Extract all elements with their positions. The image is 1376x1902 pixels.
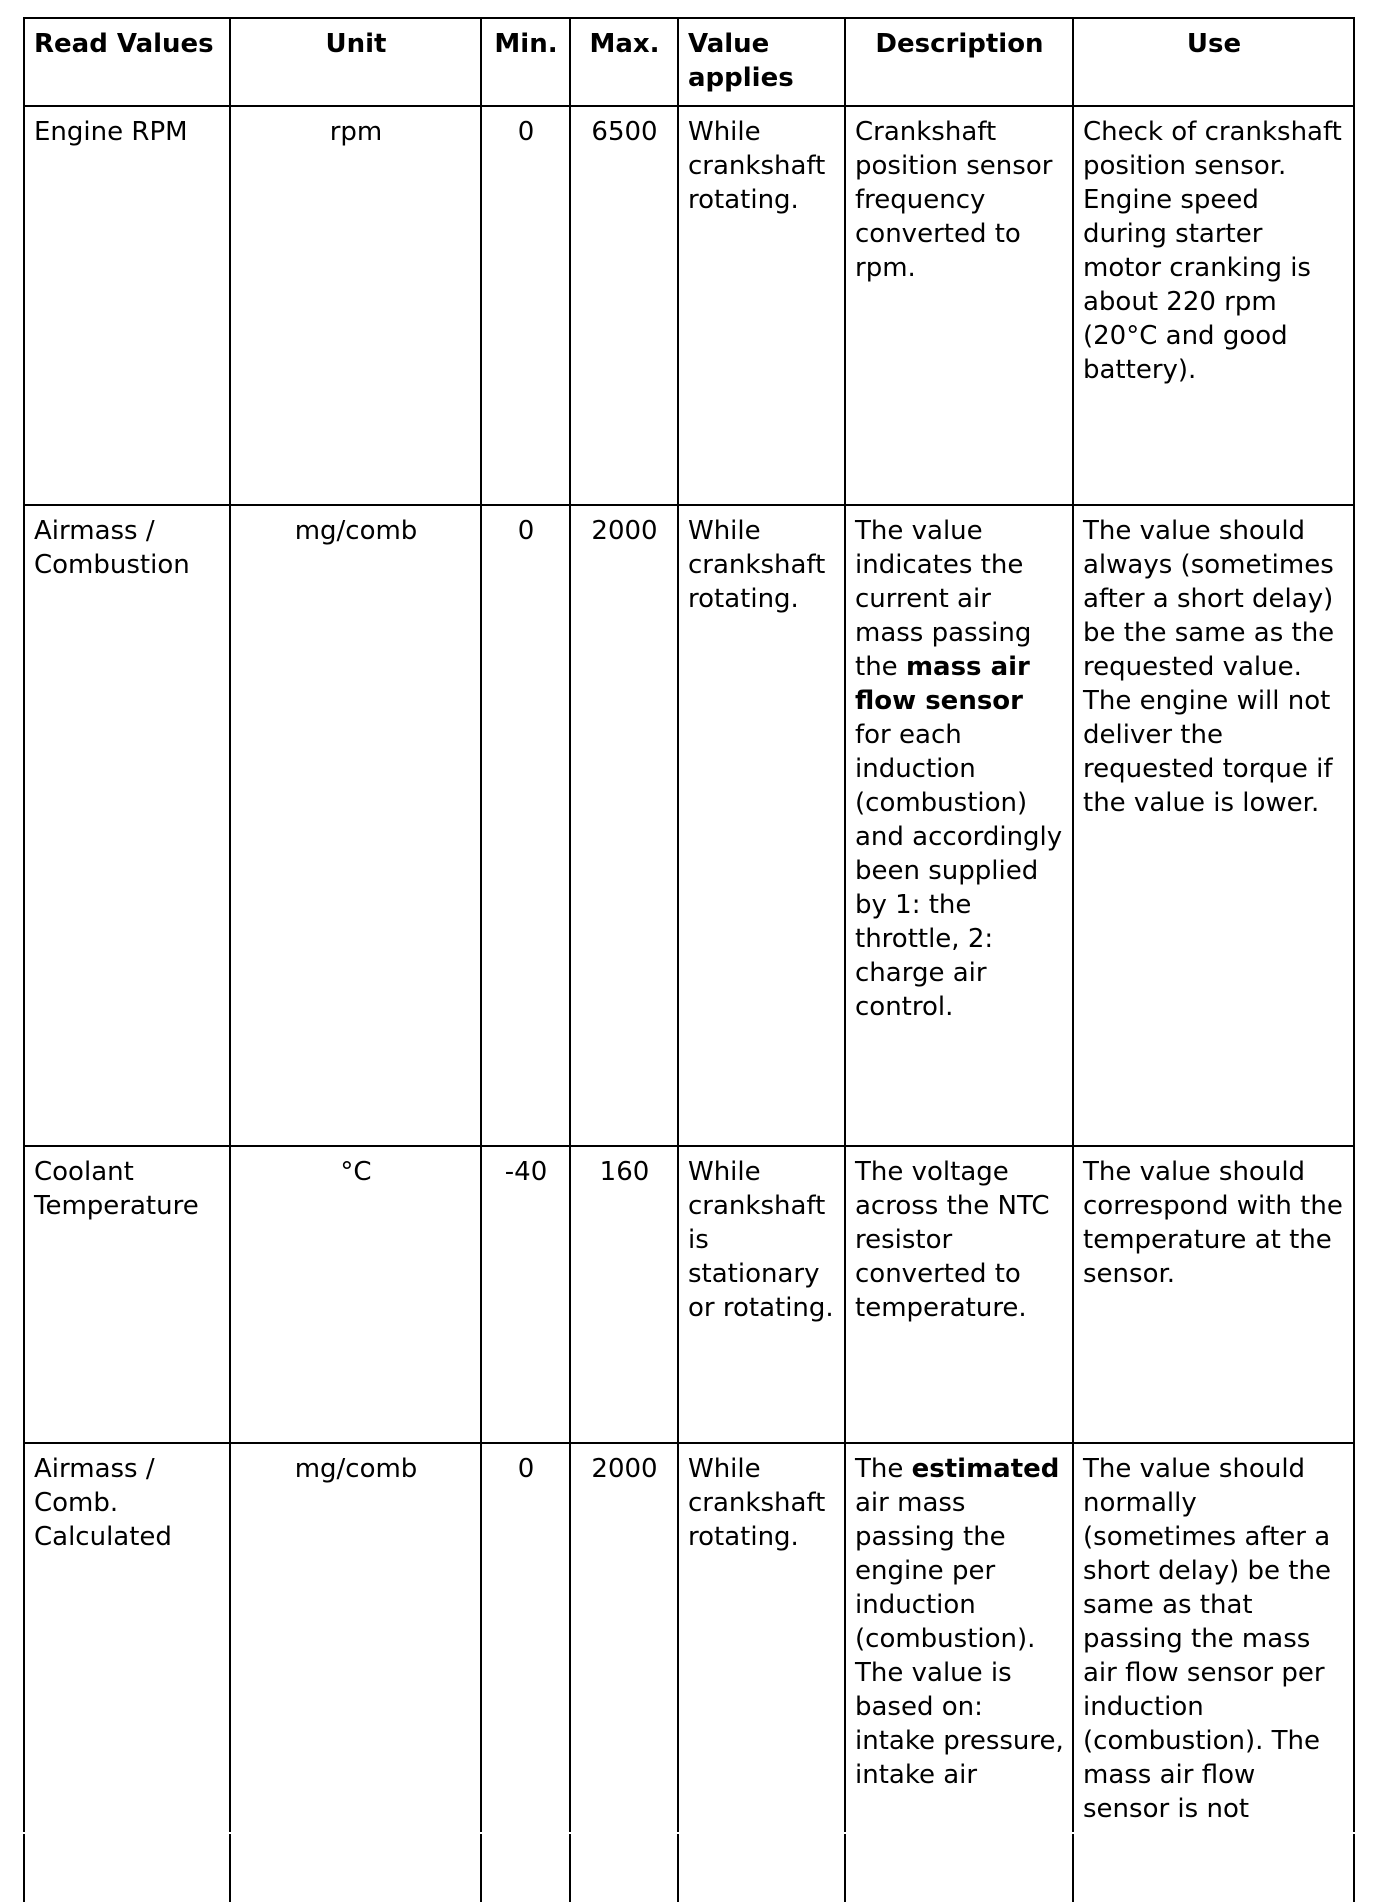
header-min: Min. [481, 18, 570, 106]
cell-value-applies: While crankshaft rotating. [678, 1443, 845, 1902]
header-use: Use [1073, 18, 1354, 106]
cell-description: Crankshaft position sensor frequency converted to rpm. [845, 106, 1073, 505]
cell-use: The value should always (sometimes after a short delay) be the same as the requested value. The engine will not deliver the requested torque if the value is lower. [1073, 505, 1354, 1146]
cell-min: -40 [481, 1146, 570, 1443]
cell-max: 6500 [570, 106, 678, 505]
cell-value-applies: While crankshaft rotating. [678, 106, 845, 505]
header-description: Description [845, 18, 1073, 106]
cell-max: 2000 [570, 1443, 678, 1902]
cell-use: Check of crankshaft position sensor. Engine speed during starter motor cranking is about 220 rpm (20°C and good battery). [1073, 106, 1354, 505]
cell-unit: °C [230, 1146, 481, 1443]
cell-min: 0 [481, 1443, 570, 1902]
description-text-pre: The value indicates the current air mass passing the [855, 516, 1032, 682]
header-read-values: Read Values [24, 18, 230, 106]
header-max: Max. [570, 18, 678, 106]
cell-unit: mg/comb [230, 1443, 481, 1902]
cell-unit: rpm [230, 106, 481, 505]
cell-value-applies: While crankshaft is stationary or rotating. [678, 1146, 845, 1443]
cell-use: The value should normally (sometimes after a short delay) be the same as that passing the mass air flow sensor per induction (combustion). The mass air flow sensor is not [1073, 1443, 1354, 1902]
cell-max: 160 [570, 1146, 678, 1443]
description-text-post: for each induction (combustion) and accordingly been supplied by 1: the throttle, 2: charge air control. [855, 720, 1063, 1022]
table-row [24, 106, 1354, 505]
header-row [24, 18, 1354, 106]
table-row [24, 1146, 1354, 1443]
header-unit: Unit [230, 18, 481, 106]
description-text-pre: The [855, 1454, 904, 1484]
description-text-bold: estimated [911, 1454, 1060, 1484]
cell-min: 0 [481, 106, 570, 505]
cell-unit: mg/comb [230, 505, 481, 1146]
table-row [24, 505, 1354, 1146]
cell-read-value: Coolant Temperature [24, 1146, 230, 1443]
description-text-post: air mass passing the engine per induction (combustion). The value is based on: intake pressure, intake air [855, 1488, 1064, 1790]
header-value-applies: Value applies [678, 18, 845, 106]
cell-description: The voltage across the NTC resistor converted to temperature. [845, 1146, 1073, 1443]
cell-value-applies: While crankshaft rotating. [678, 505, 845, 1146]
cell-description [845, 505, 1073, 1146]
description-text-bold: mass air flow sensor [855, 652, 1030, 716]
cell-min: 0 [481, 505, 570, 1146]
cell-max: 2000 [570, 505, 678, 1146]
read-values-table [23, 17, 1355, 1902]
cell-read-value: Airmass / Combustion [24, 505, 230, 1146]
cell-read-value: Engine RPM [24, 106, 230, 505]
cell-use: The value should correspond with the temperature at the sensor. [1073, 1146, 1354, 1443]
cell-read-value: Airmass / Comb. Calculated [24, 1443, 230, 1902]
